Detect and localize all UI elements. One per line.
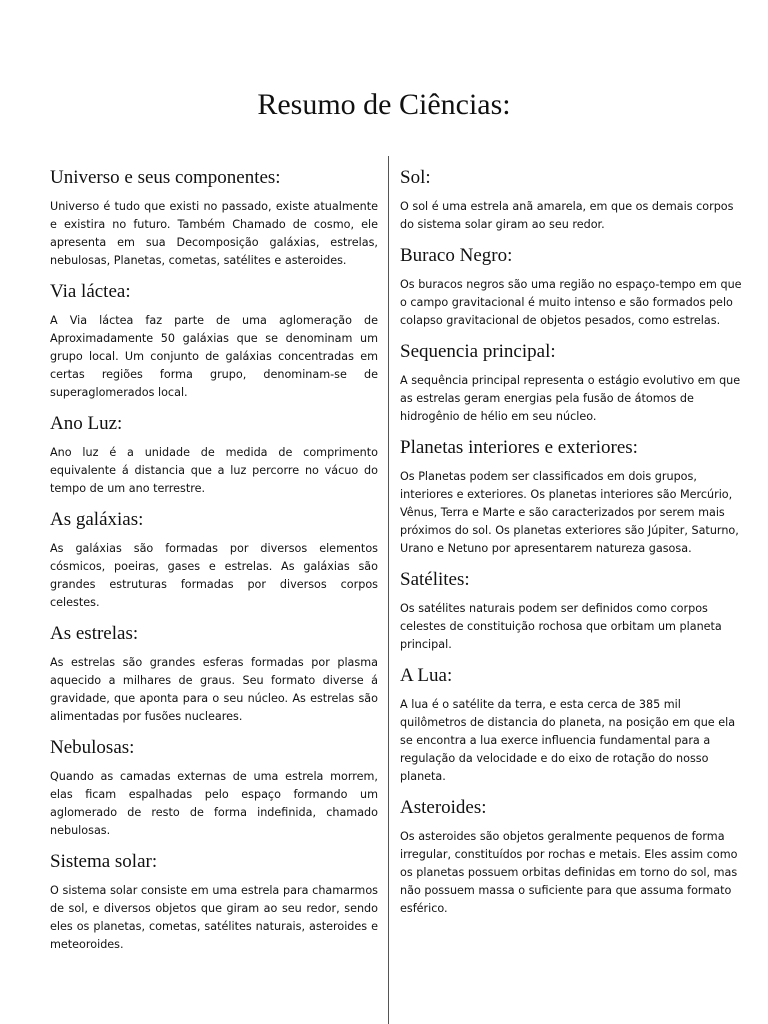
section-universo bbox=[50, 166, 378, 270]
section-body: O sistema solar consiste em uma estrela para chamarmos de sol, e diversos objetos que giram ao seu redor, sendo eles os planetas, cometas, satélites naturais, asteroides e meteoroides. bbox=[50, 884, 378, 951]
section-sol bbox=[400, 166, 748, 234]
left-column bbox=[50, 156, 378, 958]
section-body: Os Planetas podem ser classificados em dois grupos, interiores e exteriores. Os planetas interiores são Mercúrio, Vênus, Terra e Marte e são caracterizados por serem mais próximos do sol. Os planetas exteriores são Júpiter, Saturno, Urano e Netuno por apresentarem natureza gasosa. bbox=[400, 470, 739, 555]
section-body: Os satélites naturais podem ser definidos como corpos celestes de constituição rochosa que orbitam um planeta principal. bbox=[400, 602, 722, 651]
section-body: A Via láctea faz parte de uma aglomeração de Aproximadamente 50 galáxias que se denominam um grupo local. Um conjunto de galáxias concentradas em certas regiões forma grupo, denominam-se de superaglomerados local. bbox=[50, 314, 378, 399]
section-estrelas bbox=[50, 622, 378, 726]
section-planetas bbox=[400, 436, 748, 558]
section-heading: Ano Luz: bbox=[50, 413, 123, 434]
section-body: A sequência principal representa o estágio evolutivo em que as estrelas geram energias pela fusão de átomos de hidrogênio de hélio em seu núcleo. bbox=[400, 374, 741, 423]
section-heading: As estrelas: bbox=[50, 623, 139, 644]
section-satelites bbox=[400, 568, 748, 654]
section-heading: Sequencia principal: bbox=[400, 341, 556, 362]
section-heading: Buraco Negro: bbox=[400, 245, 513, 266]
section-body: Os buracos negros são uma região no espaço-tempo em que o campo gravitacional é muito intenso e são formados pelo colapso gravitacional de objetos pesados, como estrelas. bbox=[400, 278, 742, 327]
section-sequencia-principal bbox=[400, 340, 748, 426]
page-title: Resumo de Ciências: bbox=[257, 88, 511, 121]
section-body: As estrelas são grandes esferas formadas por plasma aquecido a milhares de graus. Seu formato diverse á gravidade, que aponta para o seu núcleo. As estrelas são alimentadas por fusões nucleares. bbox=[50, 656, 378, 723]
column-divider bbox=[388, 156, 389, 1024]
section-buraco-negro bbox=[400, 244, 748, 330]
section-sistema-solar bbox=[50, 850, 378, 954]
section-heading: Satélites: bbox=[400, 569, 470, 590]
section-heading: Sol: bbox=[400, 167, 431, 188]
section-nebulosas bbox=[50, 736, 378, 840]
section-body: Ano luz é a unidade de medida de comprimento equivalente á distancia que a luz percorre no vácuo do tempo de um ano terrestre. bbox=[50, 446, 378, 495]
section-heading: Planetas interiores e exteriores: bbox=[400, 437, 638, 458]
section-heading: Nebulosas: bbox=[50, 737, 135, 758]
section-galaxias bbox=[50, 508, 378, 612]
section-body: Os asteroides são objetos geralmente pequenos de forma irregular, constituídos por rochas e metais. Eles assim como os planetas possuem orbitas definidas em torno do sol, mas não possuem massa o suficiente para que assuma formato esférico. bbox=[400, 830, 738, 915]
section-body: As galáxias são formadas por diversos elementos cósmicos, poeiras, gases e estrelas. As galáxias são grandes estruturas formadas por diversos corpos celestes. bbox=[50, 542, 378, 609]
section-body: A lua é o satélite da terra, e esta cerca de 385 mil quilômetros de distancia do planeta, na posição em que ela se encontra a lua exerce influencia fundamental para a regulação da velocidade e do eixo de rotação do nosso planeta. bbox=[400, 698, 736, 783]
section-body: O sol é uma estrela anã amarela, em que os demais corpos do sistema solar giram ao seu redor. bbox=[400, 200, 734, 231]
section-heading: As galáxias: bbox=[50, 509, 144, 530]
section-via-lactea bbox=[50, 280, 378, 402]
section-body: Universo é tudo que existi no passado, existe atualmente e existira no futuro. Também Chamado de cosmo, ele apresenta em sua Decomposição galáxias, estrelas, nebulosas, Planetas, cometas, satélites e asteroides. bbox=[50, 200, 378, 267]
section-lua bbox=[400, 664, 748, 786]
section-asteroides bbox=[400, 796, 748, 918]
section-heading: Asteroides: bbox=[400, 797, 487, 818]
section-heading: Via láctea: bbox=[50, 281, 131, 302]
section-body: Quando as camadas externas de uma estrela morrem, elas ficam espalhadas pelo espaço formando um aglomerado de resto de forma indefinida, chamado nebulosas. bbox=[50, 770, 378, 837]
section-heading: A Lua: bbox=[400, 665, 453, 686]
right-column bbox=[400, 156, 748, 922]
section-heading: Universo e seus componentes: bbox=[50, 167, 281, 188]
section-heading: Sistema solar: bbox=[50, 851, 158, 872]
section-ano-luz bbox=[50, 412, 378, 498]
